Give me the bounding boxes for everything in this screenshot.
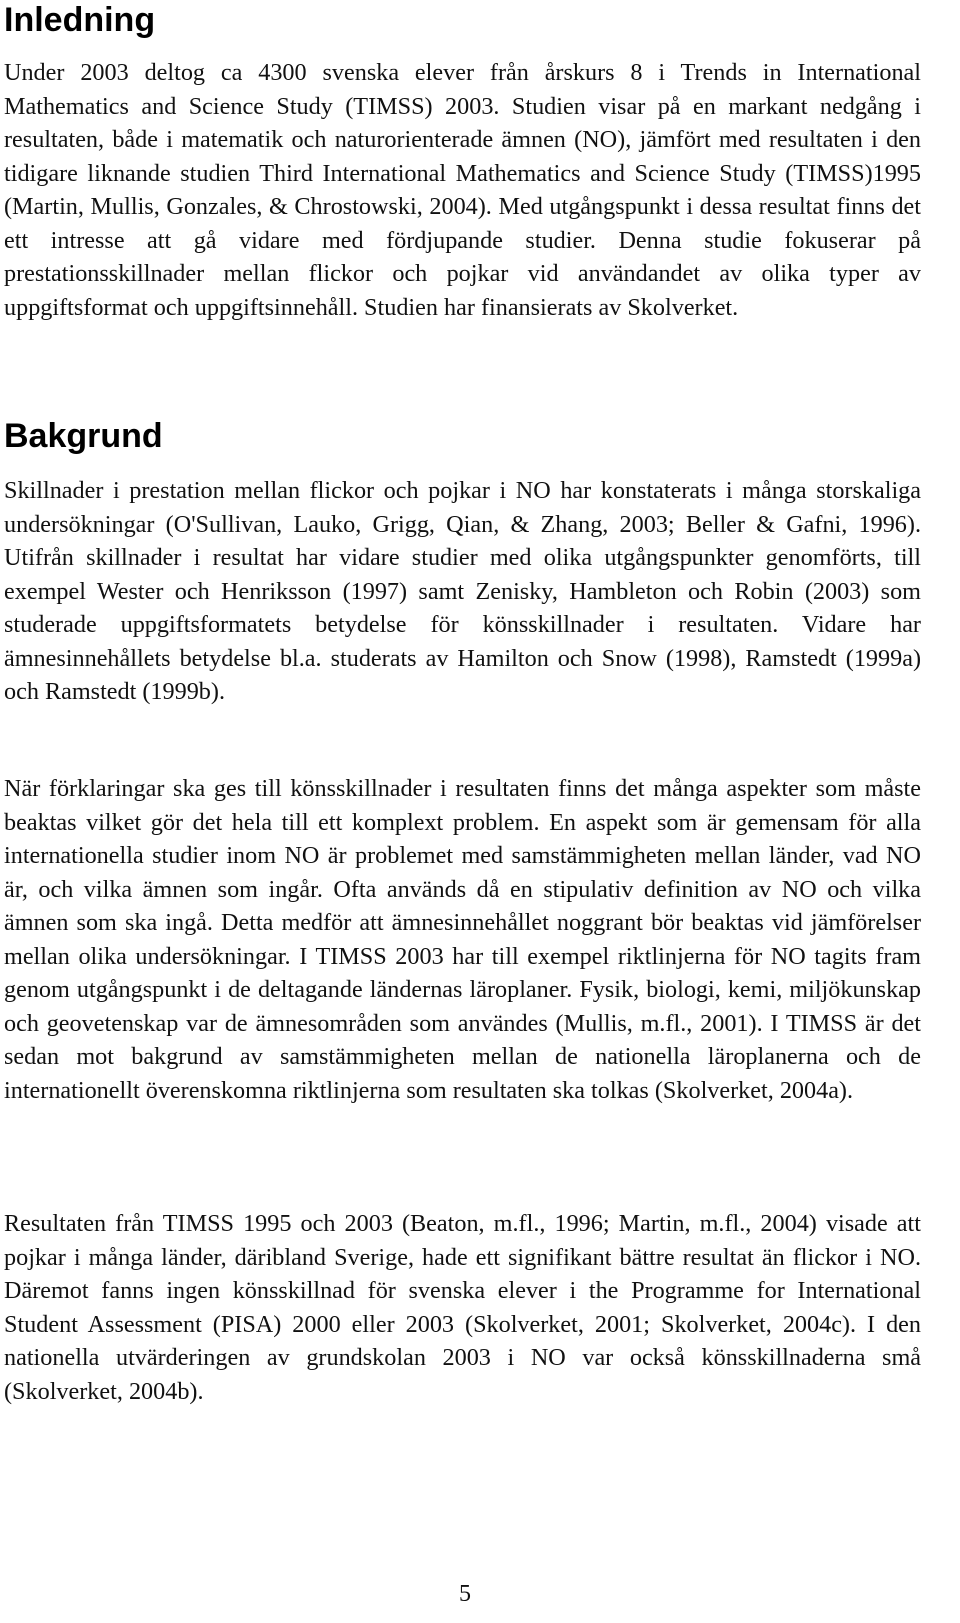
paragraph-bakgrund-2: När förklaringar ska ges till könsskillnader i resultaten finns det många aspekter som måste beaktas vilket gör det hela till ett komplext problem. En aspekt som är gemensam för alla internationella studier inom NO är problemet med samstämmigheten mellan länder, vad NO är, och vilka ämnen som ingår. Ofta används då en stipulativ definition av NO och vilka ämnen som ska ingå. Detta medför att ämnesinnehållet noggrant bör beaktas vid jämförelser mellan olika undersökningar. I TIMSS 2003 har till exempel riktlinjerna för NO tagits fram genom utgångspunkt i de deltagande ländernas läroplaner. Fysik, biologi, kemi, miljökunskap och geovetenskap var de ämnesområden som användes (Mullis, m.fl., 2001). I TIMSS är det sedan mot bakgrund av samstämmigheten mellan de nationella läroplanerna och de internationellt överenskomna riktlinjerna som resultaten ska tolkas (Skolverket, 2004a). <box>4 775 921 1104</box>
paragraph-bakgrund-1: Skillnader i prestation mellan flickor och pojkar i NO har konstaterats i många storskaliga undersökningar (O'Sullivan, Lauko, Grigg, Qian, & Zhang, 2003; Beller & Gafni, 1996). Utifrån skillnader i resultat har vidare studier med olika utgångspunkter genomförts, till exempel Wester och Henriksson (1997) samt Zenisky, Hambleton och Robin (2003) som studerade uppgiftsformatets betydelse för könsskillnader i resultaten. Vidare har ämnesinnehållets betydelse bl.a. studerats av Hamilton och Snow (1998), Ramstedt (1999a) och Ramstedt (1999b). <box>4 477 921 705</box>
heading-inledning: Inledning <box>4 1 156 39</box>
page-number: 5 <box>459 1581 471 1607</box>
paragraph-inledning-1: Under 2003 deltog ca 4300 svenska elever från årskurs 8 i Trends in International Mathematics and Science Study (TIMSS) 2003. Studien visar på en markant nedgång i resultaten, både i matematik och naturorienterade ämnen (NO), jämfört med resultaten i den tidigare liknande studien Third International Mathematics and Science Study (TIMSS)1995 (Martin, Mullis, Gonzales, & Chrostowski, 2004). Med utgångspunkt i dessa resultat finns det ett intresse att gå vidare med fördjupande studier. Denna studie fokuserar på prestationsskillnader mellan flickor och pojkar vid användandet av olika typer av uppgiftsformat och uppgiftsinnehåll. Studien har finansierats av Skolverket. <box>4 59 921 321</box>
paragraph-bakgrund-3: Resultaten från TIMSS 1995 och 2003 (Beaton, m.fl., 1996; Martin, m.fl., 2004) visade att pojkar i många länder, däribland Sverige, hade ett signifikant bättre resultat än flickor i NO. Däremot fanns ingen könsskillnad för svenska elever i the Programme for International Student Assessment (PISA) 2000 eller 2003 (Skolverket, 2001; Skolverket, 2004c). I den nationella utvärderingen av grundskolan 2003 i NO var också könsskillnaderna små (Skolverket, 2004b). <box>4 1210 921 1405</box>
heading-bakgrund: Bakgrund <box>4 417 163 455</box>
